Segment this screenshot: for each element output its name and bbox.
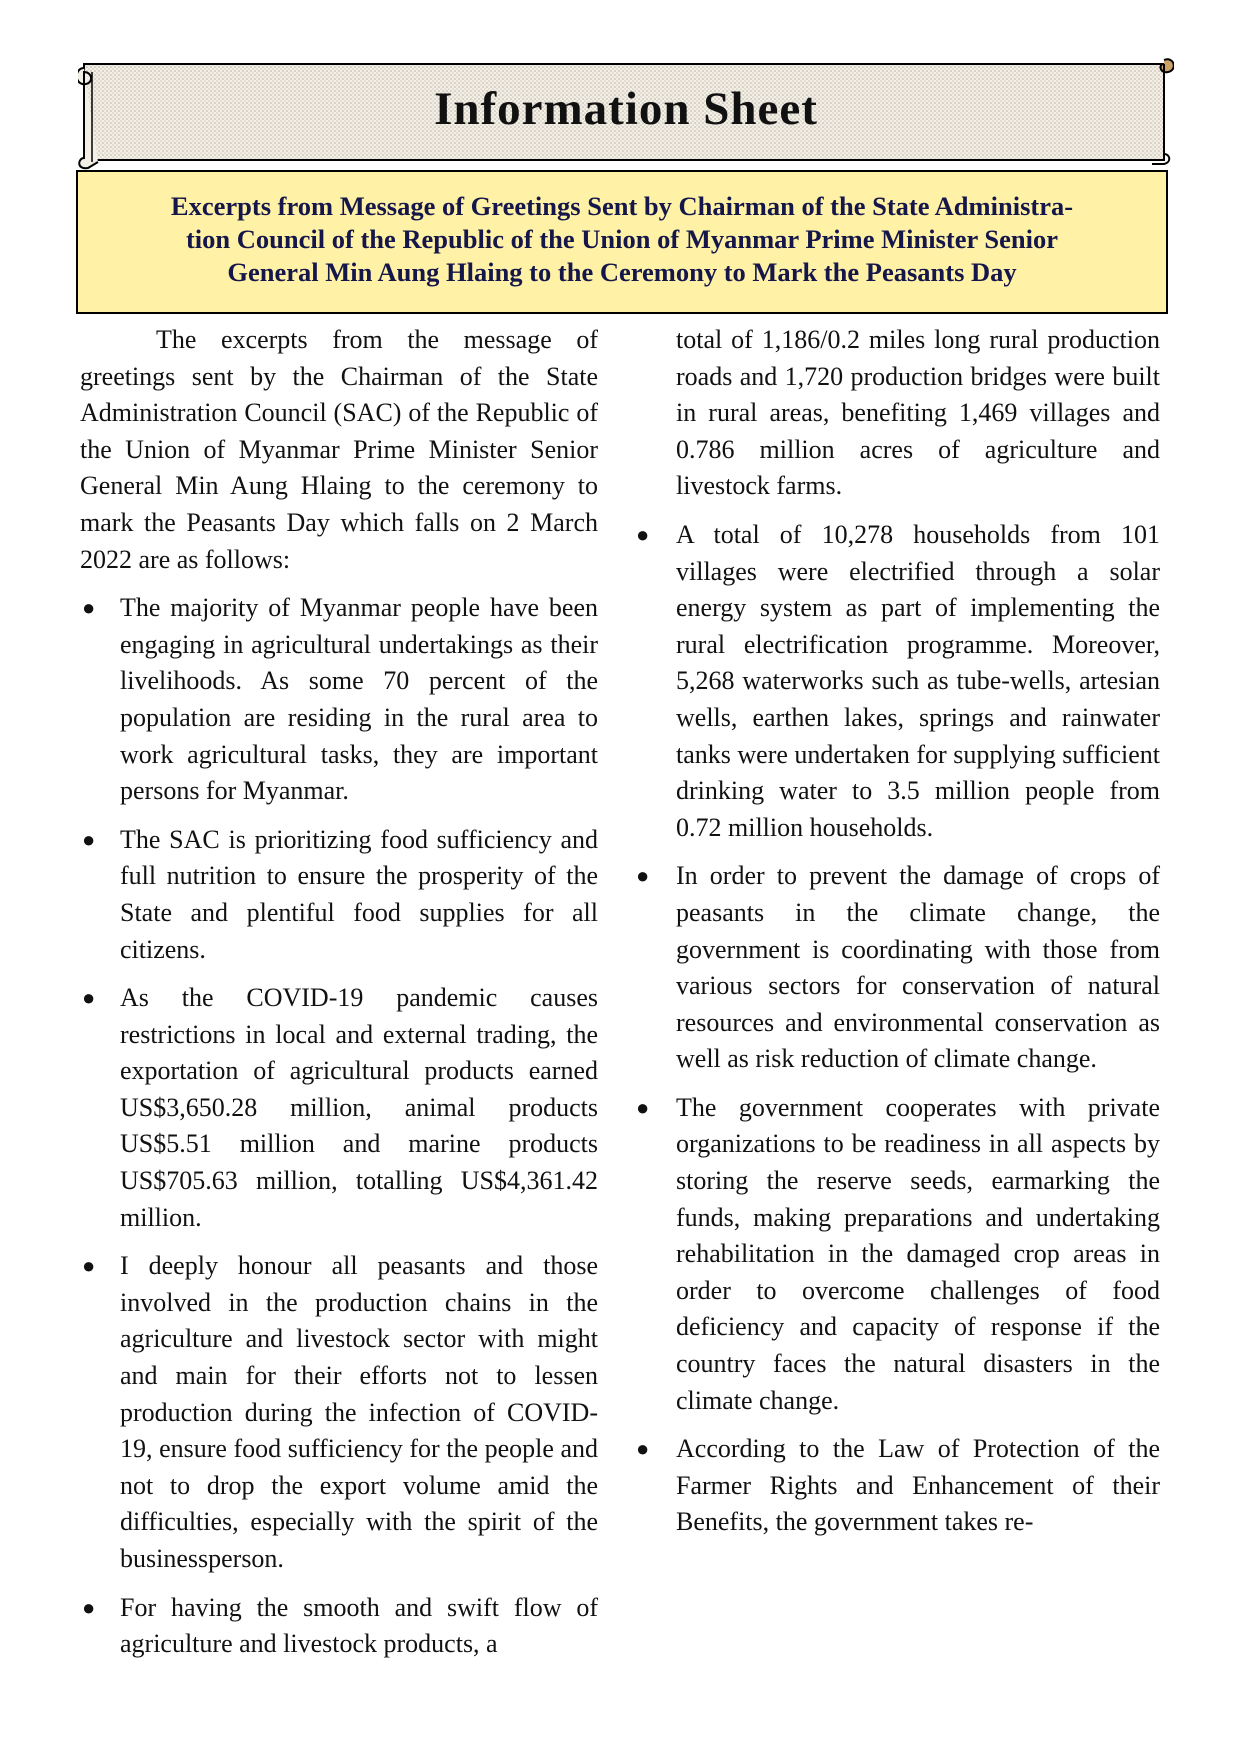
bullet-text: The government cooperates with private organizations to be readiness in all aspects by storing the reserve seeds, earmarking the funds, making preparations and undertaking rehabilitation in the damaged crop areas in order to overcome challenges of food deficiency and capacity of response if the country faces the natural disasters in the climate change.: [676, 1092, 1160, 1415]
right-column: [632, 322, 1160, 1553]
list-item: [80, 1248, 598, 1577]
title-banner: [78, 58, 1174, 170]
list-item: [632, 858, 1160, 1078]
bullet-icon: ●: [636, 1094, 650, 1120]
bullet-text: The SAC is prioritizing food sufficiency and full nutrition to ensure the prosperity of the State and plentiful food supplies for all citizens.: [120, 824, 598, 964]
subtitle-box: [76, 170, 1168, 314]
subtitle-line: tion Council of the Republic of the Union of Myanmar Prime Minister Senior: [185, 224, 1058, 254]
bullet-icon: ●: [82, 826, 96, 852]
list-item: [80, 1590, 598, 1663]
bullet-text: In order to prevent the damage of crops of peasants in the climate change, the government is coordinating with those from various sectors for conservation of natural resources and environmental conservation as well as risk reduction of climate change.: [676, 861, 1160, 1074]
left-column: [80, 322, 598, 1675]
bullet-text: For having the smooth and swift flow of agriculture and livestock products, a: [120, 1592, 598, 1659]
bullet-text: According to the Law of Protection of the Farmer Rights and Enhancement of their Benefits, the government takes re-: [676, 1434, 1160, 1537]
list-item: [632, 517, 1160, 846]
subtitle-line: General Min Aung Hlaing to the Ceremony to Mark the Peasants Day: [227, 257, 1017, 287]
bullet-text: I deeply honour all peasants and those involved in the production chains in the agriculture and livestock sector with might and main for their efforts not to lessen production during the infection of COVID-19, ensure food sufficiency for the people and not to drop the export volume amid the difficulties, especially with the spirit of the businessperson.: [120, 1251, 598, 1573]
bullet-icon: ●: [636, 1436, 650, 1462]
bullet-icon: ●: [636, 863, 650, 889]
list-item: [632, 1090, 1160, 1419]
bullet-icon: ●: [82, 595, 96, 621]
bullet-icon: ●: [636, 521, 650, 547]
bullet-text: The majority of Myanmar people have been engaging in agricultural undertakings as their livelihoods. As some 70 percent of the population are residing in the rural area to work agricultural tasks, they are important persons for Myanmar.: [120, 593, 598, 806]
list-item: [80, 822, 598, 968]
list-item: [80, 980, 598, 1236]
continued-paragraph: total of 1,186/0.2 miles long rural production roads and 1,720 production bridges were built in rural areas, benefiting 1,469 villages and 0.786 million acres of agriculture and livestock farms.: [676, 325, 1160, 501]
list-item: [632, 1431, 1160, 1541]
bullet-text: A total of 10,278 households from 101 villages were electrified through a solar energy system as part of implementing the rural electrification programme. Moreover, 5,268 waterworks such as tube-wells, artesian wells, earthen lakes, springs and rainwater tanks were undertaken for supplying sufficient drinking water to 3.5 million people from 0.72 million households.: [676, 519, 1160, 842]
bullet-icon: ●: [82, 985, 96, 1011]
bullet-icon: ●: [82, 1253, 96, 1279]
bullet-icon: ●: [82, 1594, 96, 1620]
bullet-list-right: [632, 517, 1160, 1541]
list-item: [80, 590, 598, 810]
subtitle-line: Excerpts from Message of Greetings Sent by Chairman of the State Administra-: [170, 191, 1074, 221]
bullet-list-left: [80, 590, 598, 1663]
page-title: Information Sheet: [434, 83, 818, 135]
intro-paragraph: The excerpts from the message of greetings sent by the Chairman of the State Administration Council (SAC) of the Republic of the Union of Myanmar Prime Minister Senior General Min Aung Hlaing to the ceremony to mark the Peasants Day which falls on 2 March 2022 are as follows:: [80, 325, 598, 574]
bullet-text: As the COVID-19 pandemic causes restrictions in local and external trading, the exportation of agricultural products earned US$3,650.28 million, animal products US$5.51 million and marine products US$705.63 million, totalling US$4,361.42 million.: [120, 983, 598, 1232]
